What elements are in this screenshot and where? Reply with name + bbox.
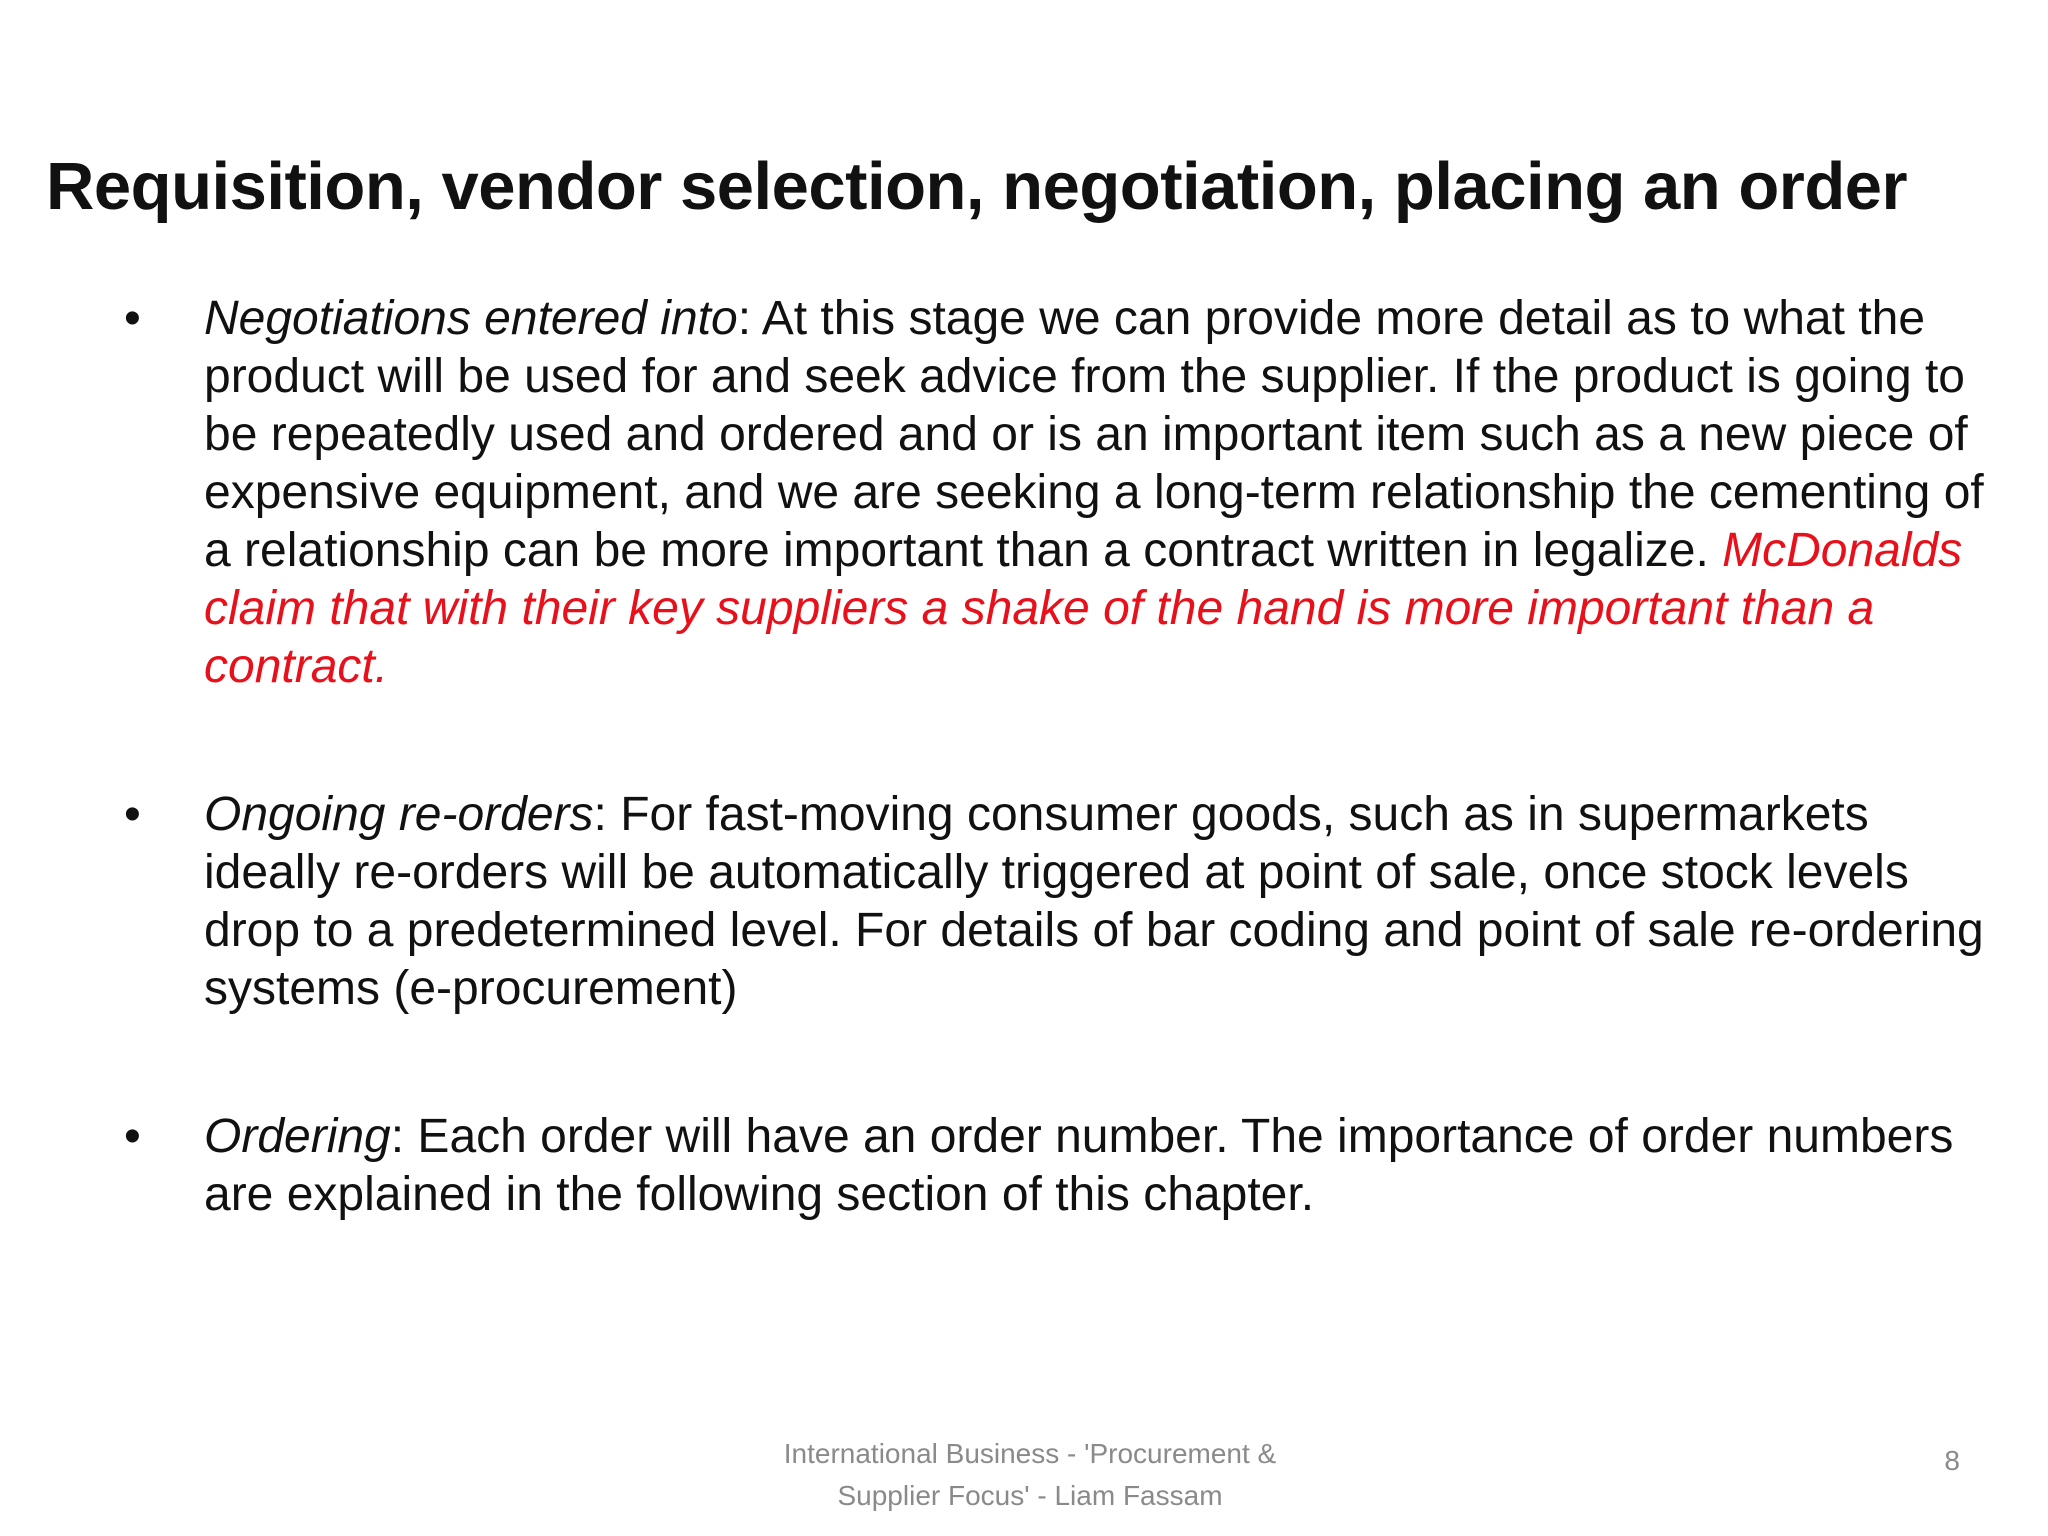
bullet-term: Ongoing re-orders	[204, 788, 594, 841]
bullet-text: : Each order will have an order number. The importance of order numbers are explained in the following section of this chapter.	[204, 1110, 1954, 1221]
bullet-ongoing-reorders	[0, 786, 2048, 1018]
footer-line-1: International Business - 'Procurement &	[783, 1438, 1277, 1469]
bullet-dot-icon: •	[124, 292, 141, 345]
bullet-highlight: McDonalds claim that with their key suppliers a shake of the hand is more important than a contract.	[204, 524, 1963, 693]
bullet-text: : For fast-moving consumer goods, such as in supermarkets ideally re-orders will be automatically triggered at point of sale, once stock levels drop to a predetermined level. For details of bar coding and point of sale re-ordering systems (e-procurement)	[204, 788, 1984, 1015]
bullet-dot-icon: •	[124, 1110, 141, 1163]
bullet-text: : At this stage we can provide more detail as to what the product will be used for and seek advice from the supplier. If the product is going to be repeatedly used and ordered and or is an important item such as a new piece of expensive equipment, and we are seeking a long-term relationship the cementing of a relationship can be more important than a contract written in legalize.	[204, 292, 1984, 577]
bullet-term: Negotiations entered into	[204, 292, 738, 345]
bullet-term: Ordering	[204, 1110, 391, 1163]
bullet-ordering	[0, 1108, 2048, 1224]
bullet-list	[0, 290, 2048, 1314]
slide-title: Requisition, vendor selection, negotiation, placing an order	[46, 149, 1908, 224]
bullet-dot-icon: •	[124, 788, 141, 841]
page-number: 8	[1944, 1445, 1960, 1476]
bullet-negotiations	[0, 290, 2048, 696]
footer-line-2: Supplier Focus' - Liam Fassam	[837, 1480, 1223, 1511]
slide-footer	[740, 1433, 1320, 1517]
